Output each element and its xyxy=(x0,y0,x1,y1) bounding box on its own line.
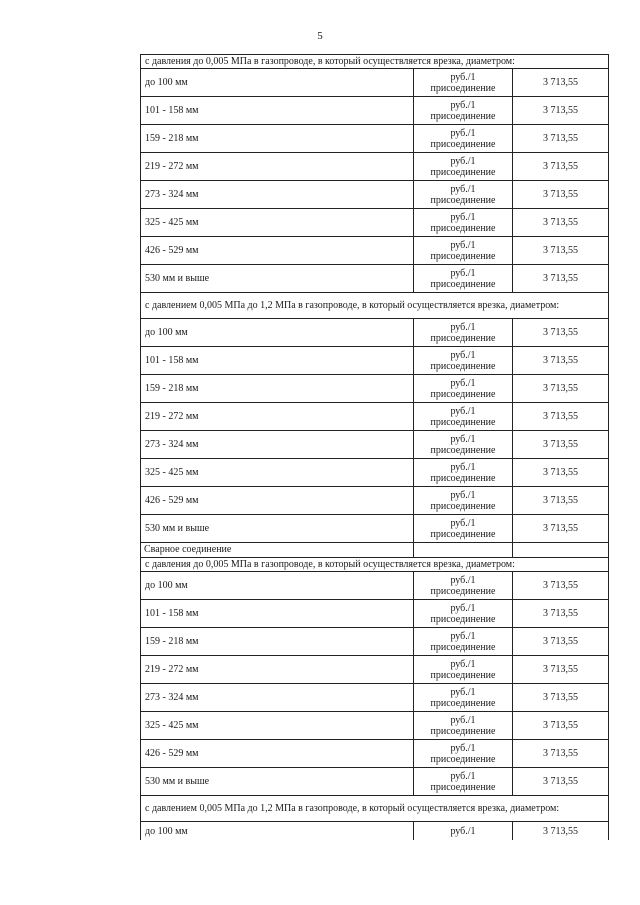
table-row xyxy=(141,347,609,375)
price-cell: 3 713,55 xyxy=(513,69,609,97)
unit-line-2: присоединение xyxy=(430,613,496,625)
unit-line-2: присоединение xyxy=(430,110,496,122)
unit-cell xyxy=(414,319,513,347)
unit-line-1: руб./1 xyxy=(450,211,476,223)
price-cell: 3 713,55 xyxy=(513,684,609,712)
diameter-cell: 219 - 272 мм xyxy=(141,403,414,431)
table-row xyxy=(141,181,609,209)
diameter-cell: 159 - 218 мм xyxy=(141,375,414,403)
unit-cell xyxy=(414,237,513,265)
unit-line-2: присоединение xyxy=(430,166,496,178)
section-header-row xyxy=(141,543,609,558)
diameter-cell: 426 - 529 мм xyxy=(141,740,414,768)
diameter-cell: 159 - 218 мм xyxy=(141,125,414,153)
table-row xyxy=(141,822,609,841)
unit-line-1: руб./1 xyxy=(450,377,476,389)
price-cell: 3 713,55 xyxy=(513,628,609,656)
table-row xyxy=(141,69,609,97)
unit-cell xyxy=(414,347,513,375)
tariff-table-body xyxy=(141,55,609,841)
unit-cell xyxy=(414,712,513,740)
price-cell: 3 713,55 xyxy=(513,153,609,181)
unit-line-2: присоединение xyxy=(430,250,496,262)
table-row xyxy=(141,487,609,515)
table-row xyxy=(141,712,609,740)
table-row xyxy=(141,125,609,153)
unit-line-2: присоединение xyxy=(430,444,496,456)
price-cell: 3 713,55 xyxy=(513,403,609,431)
table-row xyxy=(141,768,609,796)
section-header: с давлением 0,005 МПа до 1,2 МПа в газопроводе, в который осуществляется врезка, диаметром: xyxy=(141,796,609,822)
diameter-cell: до 100 мм xyxy=(141,69,414,97)
diameter-cell: 426 - 529 мм xyxy=(141,487,414,515)
table-row xyxy=(141,153,609,181)
tariff-table xyxy=(140,54,609,840)
price-cell: 3 713,55 xyxy=(513,431,609,459)
unit-line-1: руб./1 xyxy=(450,433,476,445)
unit-line-1: руб./1 xyxy=(450,155,476,167)
unit-cell xyxy=(414,572,513,600)
unit-line-2: присоединение xyxy=(430,360,496,372)
unit-line-2: присоединение xyxy=(430,753,496,765)
diameter-cell: 219 - 272 мм xyxy=(141,656,414,684)
price-cell: 3 713,55 xyxy=(513,656,609,684)
section-header-row xyxy=(141,796,609,822)
unit-line-1: руб./1 xyxy=(450,742,476,754)
section-header-row xyxy=(141,55,609,69)
diameter-cell: до 100 мм xyxy=(141,572,414,600)
unit-cell xyxy=(414,69,513,97)
unit-cell xyxy=(414,822,513,841)
diameter-cell: 530 мм и выше xyxy=(141,515,414,543)
unit-cell xyxy=(414,209,513,237)
unit-cell xyxy=(414,265,513,293)
price-cell: 3 713,55 xyxy=(513,125,609,153)
price-cell: 3 713,55 xyxy=(513,712,609,740)
unit-cell xyxy=(414,125,513,153)
unit-cell xyxy=(414,375,513,403)
unit-line-1: руб./1 xyxy=(450,517,476,529)
price-cell: 3 713,55 xyxy=(513,181,609,209)
table-row xyxy=(141,740,609,768)
price-cell: 3 713,55 xyxy=(513,265,609,293)
unit-line-1: руб./1 xyxy=(450,267,476,279)
price-cell: 3 713,55 xyxy=(513,237,609,265)
table-row xyxy=(141,319,609,347)
diameter-cell: до 100 мм xyxy=(141,822,414,841)
unit-line-1: руб./1 xyxy=(450,825,476,837)
unit-cell xyxy=(414,153,513,181)
diameter-cell: 101 - 158 мм xyxy=(141,347,414,375)
diameter-cell: 325 - 425 мм xyxy=(141,712,414,740)
diameter-cell: до 100 мм xyxy=(141,319,414,347)
diameter-cell: 273 - 324 мм xyxy=(141,431,414,459)
table-row xyxy=(141,515,609,543)
section-header-row xyxy=(141,293,609,319)
unit-line-1: руб./1 xyxy=(450,630,476,642)
price-cell: 3 713,55 xyxy=(513,97,609,125)
unit-line-2: присоединение xyxy=(430,669,496,681)
section-header: с давлением 0,005 МПа до 1,2 МПа в газопроводе, в который осуществляется врезка, диаметром: xyxy=(141,293,609,319)
unit-line-1: руб./1 xyxy=(450,71,476,83)
unit-line-2: присоединение xyxy=(430,641,496,653)
price-cell: 3 713,55 xyxy=(513,600,609,628)
diameter-cell: 426 - 529 мм xyxy=(141,237,414,265)
table-row xyxy=(141,628,609,656)
empty-cell xyxy=(414,543,513,558)
table-row xyxy=(141,431,609,459)
unit-line-2: присоединение xyxy=(430,697,496,709)
price-cell: 3 713,55 xyxy=(513,347,609,375)
unit-line-1: руб./1 xyxy=(450,602,476,614)
diameter-cell: 530 мм и выше xyxy=(141,768,414,796)
page-number: 5 xyxy=(317,30,323,42)
unit-line-1: руб./1 xyxy=(450,99,476,111)
unit-line-1: руб./1 xyxy=(450,714,476,726)
table-row xyxy=(141,375,609,403)
diameter-cell: 159 - 218 мм xyxy=(141,628,414,656)
unit-cell xyxy=(414,740,513,768)
unit-cell xyxy=(414,431,513,459)
table-row xyxy=(141,403,609,431)
unit-line-2: присоединение xyxy=(430,528,496,540)
table-row xyxy=(141,600,609,628)
unit-line-1: руб./1 xyxy=(450,461,476,473)
diameter-cell: 101 - 158 мм xyxy=(141,600,414,628)
section-header: с давления до 0,005 МПа в газопроводе, в который осуществляется врезка, диаметром: xyxy=(141,558,609,572)
unit-line-2: присоединение xyxy=(430,725,496,737)
unit-line-1: руб./1 xyxy=(450,321,476,333)
diameter-cell: 273 - 324 мм xyxy=(141,181,414,209)
unit-cell xyxy=(414,515,513,543)
table-row xyxy=(141,265,609,293)
price-cell: 3 713,55 xyxy=(513,822,609,841)
price-cell: 3 713,55 xyxy=(513,459,609,487)
unit-line-1: руб./1 xyxy=(450,127,476,139)
diameter-cell: 219 - 272 мм xyxy=(141,153,414,181)
price-cell: 3 713,55 xyxy=(513,487,609,515)
unit-line-2: присоединение xyxy=(430,194,496,206)
unit-line-2: присоединение xyxy=(430,388,496,400)
unit-line-1: руб./1 xyxy=(450,183,476,195)
unit-line-1: руб./1 xyxy=(450,574,476,586)
table-row xyxy=(141,684,609,712)
section-header: Сварное соединение xyxy=(141,543,414,558)
diameter-cell: 273 - 324 мм xyxy=(141,684,414,712)
unit-cell xyxy=(414,181,513,209)
unit-line-2: присоединение xyxy=(430,781,496,793)
table-row xyxy=(141,209,609,237)
table-row xyxy=(141,237,609,265)
unit-cell xyxy=(414,403,513,431)
unit-line-2: присоединение xyxy=(430,82,496,94)
price-cell: 3 713,55 xyxy=(513,375,609,403)
price-cell: 3 713,55 xyxy=(513,209,609,237)
unit-cell xyxy=(414,768,513,796)
unit-cell xyxy=(414,684,513,712)
unit-line-1: руб./1 xyxy=(450,770,476,782)
diameter-cell: 325 - 425 мм xyxy=(141,459,414,487)
price-cell: 3 713,55 xyxy=(513,515,609,543)
section-header: с давления до 0,005 МПа в газопроводе, в который осуществляется врезка, диаметром: xyxy=(141,55,609,69)
unit-line-2: присоединение xyxy=(430,585,496,597)
unit-cell xyxy=(414,600,513,628)
table-row xyxy=(141,97,609,125)
unit-line-2: присоединение xyxy=(430,416,496,428)
table-row xyxy=(141,572,609,600)
unit-cell xyxy=(414,656,513,684)
unit-line-2: присоединение xyxy=(430,222,496,234)
unit-cell xyxy=(414,628,513,656)
unit-cell xyxy=(414,97,513,125)
diameter-cell: 101 - 158 мм xyxy=(141,97,414,125)
unit-line-1: руб./1 xyxy=(450,658,476,670)
table-row xyxy=(141,656,609,684)
section-header-row xyxy=(141,558,609,572)
diameter-cell: 530 мм и выше xyxy=(141,265,414,293)
diameter-cell: 325 - 425 мм xyxy=(141,209,414,237)
price-cell: 3 713,55 xyxy=(513,572,609,600)
unit-line-2: присоединение xyxy=(430,138,496,150)
empty-cell xyxy=(513,543,609,558)
price-cell: 3 713,55 xyxy=(513,768,609,796)
unit-cell xyxy=(414,487,513,515)
unit-line-1: руб./1 xyxy=(450,405,476,417)
unit-line-1: руб./1 xyxy=(450,686,476,698)
unit-line-1: руб./1 xyxy=(450,349,476,361)
unit-line-2: присоединение xyxy=(430,472,496,484)
unit-line-2: присоединение xyxy=(430,278,496,290)
table-row xyxy=(141,459,609,487)
unit-line-2: присоединение xyxy=(430,332,496,344)
unit-line-1: руб./1 xyxy=(450,489,476,501)
price-cell: 3 713,55 xyxy=(513,319,609,347)
price-cell: 3 713,55 xyxy=(513,740,609,768)
unit-cell xyxy=(414,459,513,487)
unit-line-1: руб./1 xyxy=(450,239,476,251)
unit-line-2: присоединение xyxy=(430,500,496,512)
